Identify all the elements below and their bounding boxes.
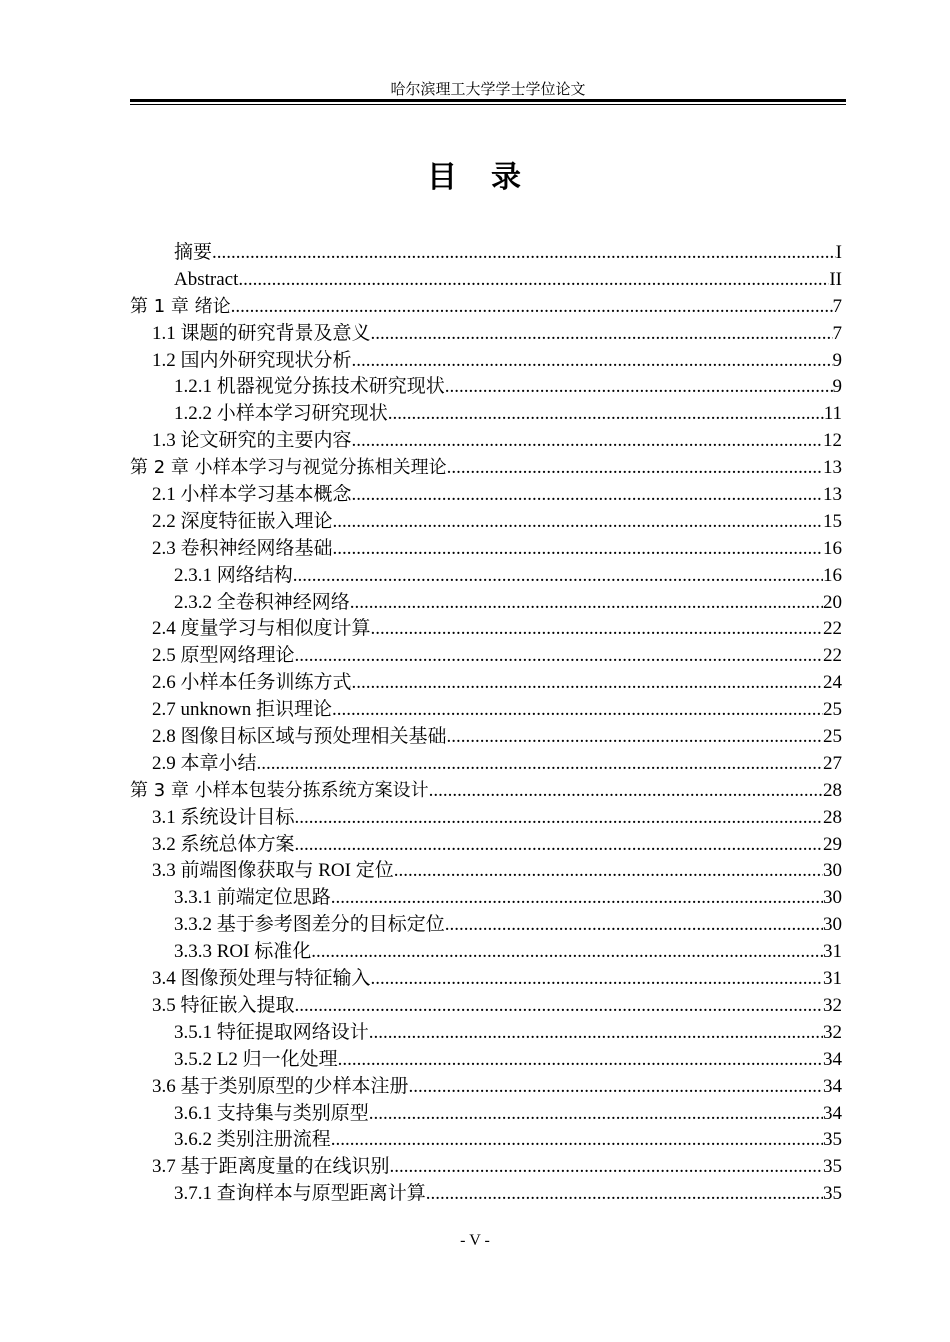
toc-entry-page: 12 [823, 430, 842, 452]
toc-entry-page: 24 [823, 672, 842, 694]
toc-entry-page: 28 [823, 806, 842, 828]
toc-section-entry[interactable] [130, 697, 842, 724]
toc-section-entry[interactable] [130, 509, 842, 536]
toc-entry-page: 34 [823, 1075, 842, 1097]
toc-entry-label: 2.5 原型网络理论 [152, 645, 295, 667]
toc-entry-page: 35 [823, 1183, 842, 1205]
toc-entry-label: 3.6.1 支持集与类别原型 [174, 1102, 369, 1124]
toc-section-entry[interactable] [130, 670, 842, 697]
toc-leader-dots [388, 401, 824, 428]
toc-leader-dots [426, 1181, 823, 1208]
toc-entry-label: 1.2 国内外研究现状分析 [152, 349, 352, 371]
toc-entry-page: 13 [823, 484, 842, 506]
toc-leader-dots [371, 616, 823, 643]
toc-entry-page: 31 [823, 941, 842, 963]
toc-entry-label: 2.3.1 网络结构 [174, 564, 293, 586]
toc-leader-dots [293, 563, 823, 590]
toc-entry-label: 3.4 图像预处理与特征输入 [152, 968, 371, 990]
toc-leader-dots [352, 428, 823, 455]
toc-section-entry[interactable] [130, 993, 842, 1020]
toc-entry-label: 3.3.2 基于参考图差分的目标定位 [174, 914, 445, 936]
toc-entry-page: 16 [823, 537, 842, 559]
toc-entry-page: 35 [823, 1156, 842, 1178]
page-title: 目 录 [427, 160, 523, 195]
toc-leader-dots [429, 778, 823, 805]
toc-entry-page: 35 [823, 1129, 842, 1151]
toc-section-entry[interactable] [130, 643, 842, 670]
toc-entry-page: 34 [823, 1102, 842, 1124]
toc-entry-label: 第 1 章 绪论 [130, 295, 231, 317]
toc-leader-dots [352, 348, 833, 375]
toc-entry-label: 2.2 深度特征嵌入理论 [152, 510, 333, 532]
header-rule-thick [130, 99, 846, 102]
table-of-contents [130, 240, 842, 1208]
toc-entry-label: 2.1 小样本学习基本概念 [152, 484, 352, 506]
toc-entry-label: 1.1 课题的研究背景及意义 [152, 322, 371, 344]
toc-leader-dots [257, 751, 823, 778]
toc-leader-dots [295, 643, 823, 670]
toc-entry-page: 29 [823, 833, 842, 855]
toc-section-entry[interactable] [130, 348, 842, 375]
toc-section-entry[interactable] [130, 724, 842, 751]
toc-leader-dots [311, 939, 823, 966]
toc-chapter-entry[interactable] [130, 455, 842, 482]
toc-entry-label: 2.6 小样本任务训练方式 [152, 672, 352, 694]
toc-subsection-entry[interactable] [130, 1047, 842, 1074]
toc-entry-label: 2.7 unknown 拒识理论 [152, 699, 332, 721]
toc-leader-dots [369, 1020, 823, 1047]
toc-entry-label: 2.9 本章小结 [152, 752, 257, 774]
toc-leader-dots [331, 885, 823, 912]
toc-entry-label: 3.5.1 特征提取网络设计 [174, 1021, 369, 1043]
toc-leader-dots [231, 294, 833, 321]
toc-section-entry[interactable] [130, 858, 842, 885]
toc-entry-page: 13 [823, 457, 842, 479]
toc-entry-label: 1.2.1 机器视觉分拣技术研究现状 [174, 376, 445, 398]
toc-entry-label: 3.2 系统总体方案 [152, 833, 295, 855]
toc-subsection-entry[interactable] [130, 563, 842, 590]
toc-leader-dots [371, 321, 833, 348]
toc-leader-dots [331, 1127, 823, 1154]
toc-entry-label: 1.2.2 小样本学习研究现状 [174, 403, 388, 425]
toc-entry-label: 3.3.3 ROI 标准化 [174, 941, 312, 963]
toc-leader-dots [295, 993, 823, 1020]
page-number: - V - [460, 1232, 490, 1249]
toc-leader-dots [352, 670, 823, 697]
toc-entry-label: 2.8 图像目标区域与预处理相关基础 [152, 726, 447, 748]
toc-entry-label: 3.7.1 查询样本与原型距离计算 [174, 1183, 426, 1205]
toc-entry-label: 摘要 [174, 242, 213, 263]
toc-entry-label: 3.6 基于类别原型的少样本注册 [152, 1075, 409, 1097]
toc-subsection-entry[interactable] [130, 590, 842, 617]
toc-entry-label: 2.4 度量学习与相似度计算 [152, 618, 371, 640]
toc-leader-dots [409, 1074, 823, 1101]
toc-leader-dots [445, 374, 833, 401]
toc-entry-page: 31 [823, 968, 842, 990]
toc-subsection-entry[interactable] [130, 1181, 842, 1208]
toc-entry-label: 3.3.1 前端定位思路 [174, 887, 331, 909]
running-header: 哈尔滨理工大学学士学位论文 [390, 82, 586, 98]
toc-leader-dots [338, 1047, 823, 1074]
toc-section-entry[interactable] [130, 751, 842, 778]
toc-leader-dots [394, 858, 823, 885]
toc-entry-label: 3.5 特征嵌入提取 [152, 994, 295, 1016]
toc-entry-label: 3.6.2 类别注册流程 [174, 1129, 331, 1151]
toc-subsection-entry[interactable] [130, 267, 842, 294]
toc-entry-label: 2.3.2 全卷积神经网络 [174, 591, 350, 613]
toc-section-entry[interactable] [130, 536, 842, 563]
toc-entry-page: 32 [823, 1021, 842, 1043]
toc-subsection-entry[interactable] [130, 374, 842, 401]
toc-entry-label: 1.3 论文研究的主要内容 [152, 430, 352, 452]
toc-entry-label: 3.3 前端图像获取与 ROI 定位 [152, 860, 394, 882]
toc-section-entry[interactable] [130, 805, 842, 832]
toc-subsection-entry[interactable] [130, 939, 842, 966]
toc-entry-page: 16 [823, 564, 842, 586]
toc-entry-page: 32 [823, 994, 842, 1016]
toc-entry-page: 25 [823, 699, 842, 721]
toc-section-entry[interactable] [130, 428, 842, 455]
toc-leader-dots [352, 482, 823, 509]
toc-section-entry[interactable] [130, 482, 842, 509]
toc-entry-label: Abstract [174, 268, 239, 290]
toc-entry-label: 第 3 章 小样本包装分拣系统方案设计 [130, 779, 429, 801]
toc-subsection-entry[interactable] [130, 1127, 842, 1154]
toc-entry-page: 7 [832, 295, 842, 317]
toc-subsection-entry[interactable] [130, 401, 842, 428]
toc-leader-dots [295, 832, 823, 859]
toc-leader-dots [447, 724, 823, 751]
toc-chapter-entry[interactable] [130, 294, 842, 321]
toc-entry-label: 3.7 基于距离度量的在线识别 [152, 1156, 390, 1178]
toc-entry-page: 15 [823, 510, 842, 532]
toc-leader-dots [295, 805, 823, 832]
toc-entry-page: I [835, 242, 842, 263]
toc-entry-page: 25 [823, 726, 842, 748]
toc-entry-page: 30 [823, 887, 842, 909]
toc-entry-label: 第 2 章 小样本学习与视觉分拣相关理论 [130, 457, 447, 479]
toc-entry-page: II [829, 268, 842, 290]
toc-leader-dots [390, 1154, 823, 1181]
toc-section-entry[interactable] [130, 321, 842, 348]
toc-entry-page: 9 [832, 349, 842, 371]
toc-subsection-entry[interactable] [130, 240, 842, 267]
toc-leader-dots [447, 455, 823, 482]
toc-chapter-entry[interactable] [130, 778, 842, 805]
toc-entry-page: 34 [823, 1048, 842, 1070]
toc-entry-label: 3.1 系统设计目标 [152, 806, 295, 828]
toc-entry-page: 30 [823, 914, 842, 936]
toc-subsection-entry[interactable] [130, 1020, 842, 1047]
toc-leader-dots [212, 240, 836, 267]
toc-section-entry[interactable] [130, 616, 842, 643]
toc-leader-dots [445, 912, 823, 939]
toc-leader-dots [369, 1101, 823, 1128]
toc-leader-dots [332, 697, 823, 724]
toc-leader-dots [333, 536, 823, 563]
toc-entry-label: 3.5.2 L2 归一化处理 [174, 1048, 338, 1070]
toc-entry-page: 27 [823, 752, 842, 774]
header-rule-thin [130, 104, 846, 105]
toc-leader-dots [238, 267, 829, 294]
toc-subsection-entry[interactable] [130, 912, 842, 939]
toc-section-entry[interactable] [130, 1074, 842, 1101]
toc-entry-label: 2.3 卷积神经网络基础 [152, 537, 333, 559]
toc-entry-page: 22 [823, 618, 842, 640]
toc-leader-dots [371, 966, 823, 993]
toc-entry-page: 7 [832, 322, 842, 344]
toc-leader-dots [333, 509, 823, 536]
toc-entry-page: 28 [823, 779, 842, 801]
toc-leader-dots [350, 590, 823, 617]
toc-entry-page: 20 [823, 591, 842, 613]
toc-entry-page: 30 [823, 860, 842, 882]
toc-entry-page: 11 [823, 403, 842, 425]
toc-subsection-entry[interactable] [130, 885, 842, 912]
toc-section-entry[interactable] [130, 832, 842, 859]
toc-section-entry[interactable] [130, 1154, 842, 1181]
toc-section-entry[interactable] [130, 966, 842, 993]
toc-entry-page: 9 [832, 376, 842, 398]
toc-subsection-entry[interactable] [130, 1101, 842, 1128]
toc-entry-page: 22 [823, 645, 842, 667]
